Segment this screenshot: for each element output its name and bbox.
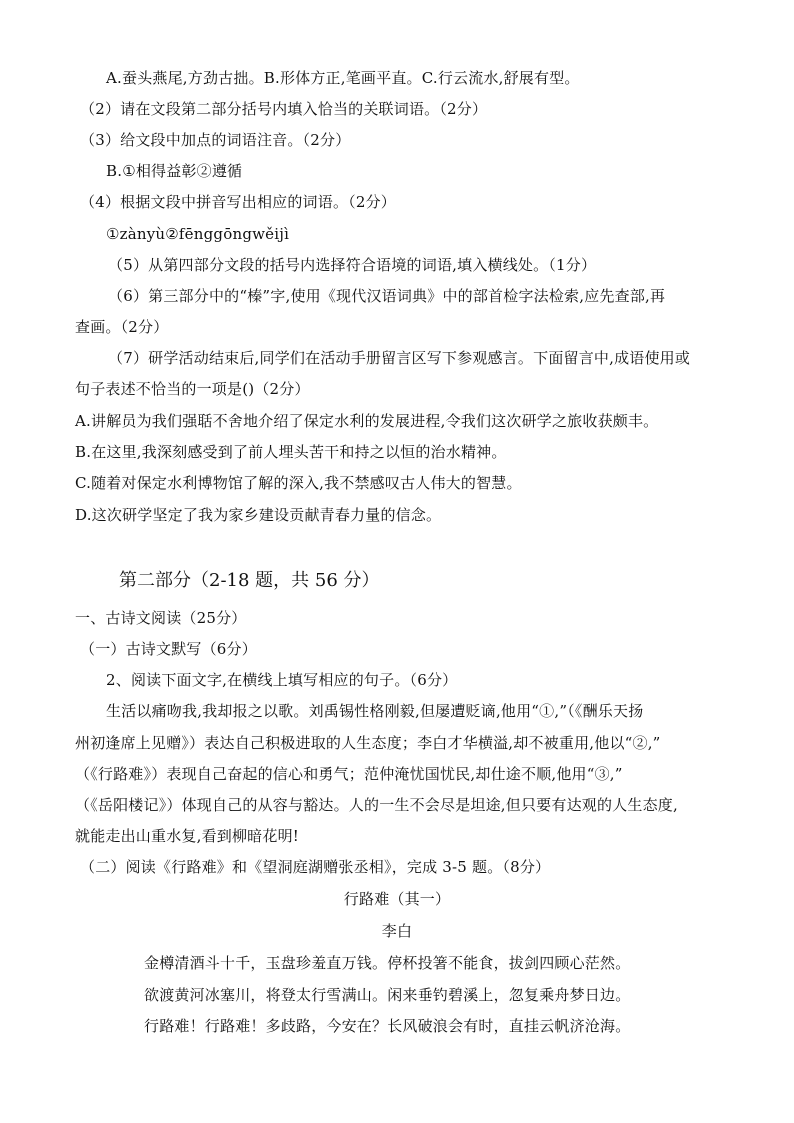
q1-6-question-line1: （6）第三部分中的“榛”字,使用《现代汉语词典》中的部首检字法检索,应先查部,再: [108, 287, 666, 305]
poem-author: 李白: [381, 922, 413, 940]
q1-1-options: A.蚕头燕尾,方劲古拙。B.形体方正,笔画平直。C.行云流水,舒展有型。: [106, 69, 580, 87]
q1-7-option-c: C.随着对保定水利博物馆了解的深入,我不禁感叹古人伟大的智慧。: [75, 474, 522, 492]
q1-3-words: B.①相得益彰②遵循: [106, 162, 243, 180]
poem-title: 行路难（其一）: [343, 890, 451, 908]
q2-passage-line2: 州初逢席上见赠》）表达自己积极进取的人生态度；李白才华横溢,却不被重用,他以“②,”: [75, 734, 661, 752]
q1-7-question-line2: 句子表述不恰当的一项是()（2分）: [75, 380, 310, 398]
q1-7-option-d: D.这次研学坚定了我为家乡建设贡献青春力量的信念。: [75, 506, 442, 524]
part2-heading: 第二部分（2-18 题，共 56 分）: [119, 570, 380, 591]
q1-7-question-line1: （7）研学活动结束后,同学们在活动手册留言区写下参观感言。下面留言中,成语使用或: [108, 349, 691, 367]
q1-4-pinyin: ①zànyù②fēnggōngwěijì: [106, 225, 290, 243]
poem-line: 金樽清酒斗十千，玉盘珍羞直万钱。停杯投箸不能食，拔剑四顾心茫然。: [144, 954, 631, 972]
subsection-reading-heading: （二）阅读《行路难》和《望洞庭湖赠张丞相》，完成 3-5 题。（8分）: [80, 858, 551, 876]
q1-7-option-b: B.在这里,我深刻感受到了前人埋头苦干和持之以恒的治水精神。: [75, 443, 507, 461]
q1-4-question: （4）根据文段中拼音写出相应的词语。（2分）: [80, 193, 396, 211]
q1-6-question-line2: 查画。（2分）: [75, 318, 169, 336]
q2-passage-line5: 就能走出山重水复,看到柳暗花明!: [75, 827, 299, 845]
poem-line: 行路难！行路难！多歧路，今安在？长风破浪会有时，直挂云帆济沧海。: [144, 1017, 631, 1035]
section-ancient-poetry-heading: 一、古诗文阅读（25分）: [75, 609, 247, 627]
q1-5-question: （5）从第四部分文段的括号内选择符合语境的词语,填入横线处。（1分）: [108, 256, 597, 274]
q2-passage-line3: （《行路难》）表现自己奋起的信心和勇气；范仲淹忧国忧民,却仕途不顺,他用“③,”: [75, 765, 623, 783]
q2-passage-line1: 生活以痛吻我,我却报之以歌。刘禹锡性格刚毅,但屡遭贬谪,他用“①,”（《酬乐天扬: [106, 702, 644, 720]
q2-question: 2、阅读下面文字,在横线上填写相应的句子。（6分）: [106, 671, 458, 689]
poem-line: 欲渡黄河冰塞川，将登太行雪满山。闲来垂钓碧溪上，忽复乘舟梦日边。: [144, 986, 631, 1004]
subsection-recitation-heading: （一）古诗文默写（6分）: [80, 640, 257, 658]
q2-passage-line4: （《岳阳楼记》）体现自己的从容与豁达。人的一生不会尽是坦途,但只要有达观的人生态度,: [75, 796, 678, 814]
q1-2-question: （2）请在文段第二部分括号内填入恰当的关联词语。（2分）: [80, 100, 488, 118]
q1-7-option-a: A.讲解员为我们强聒不舍地介绍了保定水利的发展进程,令我们这次研学之旅收获颇丰。: [75, 412, 659, 430]
q1-3-question: （3）给文段中加点的词语注音。（2分）: [80, 131, 351, 149]
